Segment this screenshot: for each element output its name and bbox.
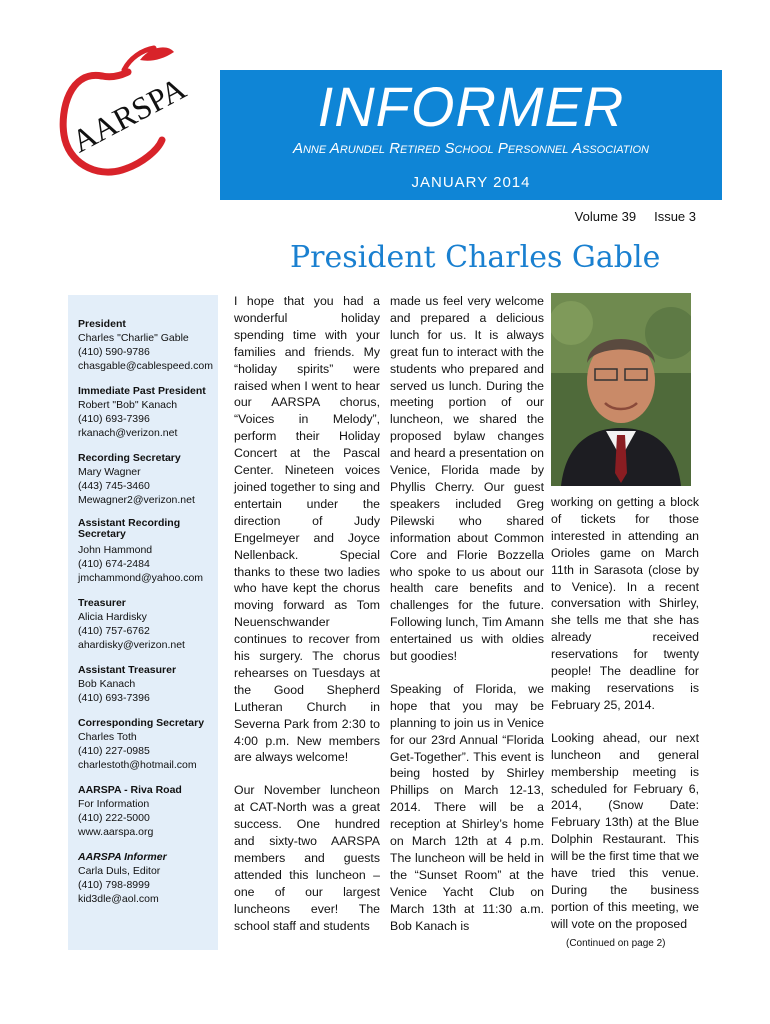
paragraph: working on getting a block of tickets for those interested in attending an Orioles game on March 11th in Sarasota (close by to Venice). In a recent conversation with Shirley, she tells me that she has already received reservations for twenty people! The deadline for making reservations is February 25, 2014. bbox=[551, 495, 699, 712]
masthead-banner bbox=[220, 70, 722, 200]
article-column-2 bbox=[390, 293, 544, 951]
officer-group bbox=[78, 384, 218, 440]
officer-group bbox=[78, 850, 218, 906]
officer-name: John Hammond bbox=[78, 544, 153, 556]
officer-name: Bob Kanach bbox=[78, 678, 136, 690]
officer-name: Carla Duls, Editor bbox=[78, 865, 161, 877]
officer-name: Alicia Hardisky bbox=[78, 611, 147, 623]
officer-name: Robert "Bob" Kanach bbox=[78, 399, 178, 411]
officer-group bbox=[78, 451, 218, 507]
officer-role: Assistant Treasurer bbox=[78, 664, 177, 676]
paragraph: Speaking of Florida, we hope that you may be planning to join us in Venice for our 23rd Annual “Florida Get-Together”. This event is being hosted by Shirley Phillips on March 12-13, 2014. There will be a reception at Shirley’s home on March 12th at 4 p.m. The luncheon will be held in the “Sunset Room” at the Venice Yacht Club on March 13th at 11:30 a.m. Bob Kanach is bbox=[390, 681, 544, 933]
officer-group bbox=[78, 783, 218, 839]
officer-role: Corresponding Secretary bbox=[78, 717, 205, 729]
officer-group bbox=[78, 518, 218, 585]
volume-issue bbox=[575, 209, 696, 224]
continued-note: (Continued on page 2) bbox=[566, 938, 666, 949]
officer-phone: (443) 745-3460 bbox=[78, 480, 150, 492]
officer-email: ahardisky@verizon.net bbox=[78, 639, 185, 651]
paragraph: Looking ahead, our next luncheon and general membership meeting is scheduled for February 6, 2014, (Snow Date: February 13th) at the Blue Dolphin Restaurant. This will be the first time that we have tried this venue. During the business portion of this meeting, we will vote on the proposed bbox=[551, 730, 699, 931]
officer-phone: (410) 590-9786 bbox=[78, 346, 150, 358]
paragraph: Our November luncheon at CAT-North was a great success. One hundred and sixty-two AARSPA members and guests attended this luncheon – one of our largest luncheons ever! The school staff and students bbox=[234, 783, 380, 933]
issue-date: JANUARY 2014 bbox=[411, 174, 531, 191]
officer-group bbox=[78, 663, 218, 705]
officer-name: Charles Toth bbox=[78, 731, 137, 743]
officer-email: chasgable@cablespeed.com bbox=[78, 360, 213, 372]
issue-number: Issue 3 bbox=[654, 209, 696, 224]
officer-phone: (410) 693-7396 bbox=[78, 692, 150, 704]
officer-phone: (410) 757-6762 bbox=[78, 625, 150, 637]
officer-email: Mewagner2@verizon.net bbox=[78, 494, 195, 506]
president-photo bbox=[551, 293, 691, 486]
officer-email: jmchammond@yahoo.com bbox=[78, 572, 204, 584]
paragraph: made us feel very welcome and prepared a delicious lunch for us. It is always great fun to interact with the students who prepared and served us lunch. During the meeting portion of our luncheon, we shared the proposed bylaw changes and heard a presentation on Venice, Florida made by Phyllis Cherry. Our guest speakers included Greg Pilewski who shared information about Common Core and Florie Bozzella who spoke to us about our health care benefits and challenges for the future. Following lunch, Tim Amann entertained us with oldies but goodies! bbox=[390, 294, 544, 664]
officer-role: Treasurer bbox=[78, 597, 126, 609]
article-column-1 bbox=[234, 293, 380, 951]
officers-sidebar bbox=[68, 295, 218, 950]
association-name: Anne Arundel Retired School Personnel Association bbox=[292, 140, 650, 157]
logo-text: AARSPA bbox=[65, 69, 192, 160]
newsletter-title: INFORMER bbox=[317, 75, 625, 138]
officer-email: kid3dle@aol.com bbox=[78, 893, 159, 905]
officer-role: AARSPA Informer bbox=[78, 851, 167, 863]
officer-email: rkanach@verizon.net bbox=[78, 427, 178, 439]
officer-name: Charles "Charlie" Gable bbox=[78, 332, 189, 344]
officer-role: Immediate Past President bbox=[78, 385, 206, 397]
article-headline: President Charles Gable bbox=[290, 240, 661, 275]
info-phone: (410) 222-5000 bbox=[78, 812, 150, 824]
officer-group bbox=[78, 596, 218, 652]
aarspa-apple-logo bbox=[50, 40, 220, 180]
website-link[interactable]: www.aarspa.org bbox=[78, 826, 154, 838]
officer-phone: (410) 227-0985 bbox=[78, 745, 150, 757]
article-column-3 bbox=[551, 494, 699, 949]
officer-group bbox=[78, 716, 218, 772]
officer-role: Recording Secretary bbox=[78, 452, 181, 464]
officer-email: charlestoth@hotmail.com bbox=[78, 759, 197, 771]
officer-phone: (410) 693-7396 bbox=[78, 413, 150, 425]
officer-phone: (410) 798-8999 bbox=[78, 879, 150, 891]
officer-name: Mary Wagner bbox=[78, 466, 141, 478]
officer-role: AARSPA - Riva Road bbox=[78, 784, 182, 796]
officer-group bbox=[78, 317, 218, 373]
officer-role: Assistant Recording Secretary bbox=[78, 517, 181, 540]
officer-phone: (410) 674-2484 bbox=[78, 558, 150, 570]
volume-number: Volume 39 bbox=[574, 209, 637, 224]
info-label: For Information bbox=[78, 798, 150, 810]
paragraph: I hope that you had a wonderful holiday spending time with your families and friends. My “holiday spirits” were raised when I went to hear our AARSPA chorus, “Voices in Melody”, perform their Holiday Concert at the Pascal Center. Nineteen voices joined together to sing and entertain under the direction of Judy Engelmeyer and Joyce Nellenback. Special thanks to these two ladies who have kept the chorus moving forward as Tom Neuenschwander continues to recover from his surgery. The chorus rehearses on Tuesdays at the Good Shepherd Lutheran Church in Severna Park from 2:30 to 4:00 p.m. New members are always welcome! bbox=[234, 294, 380, 765]
officer-role: President bbox=[78, 318, 126, 330]
